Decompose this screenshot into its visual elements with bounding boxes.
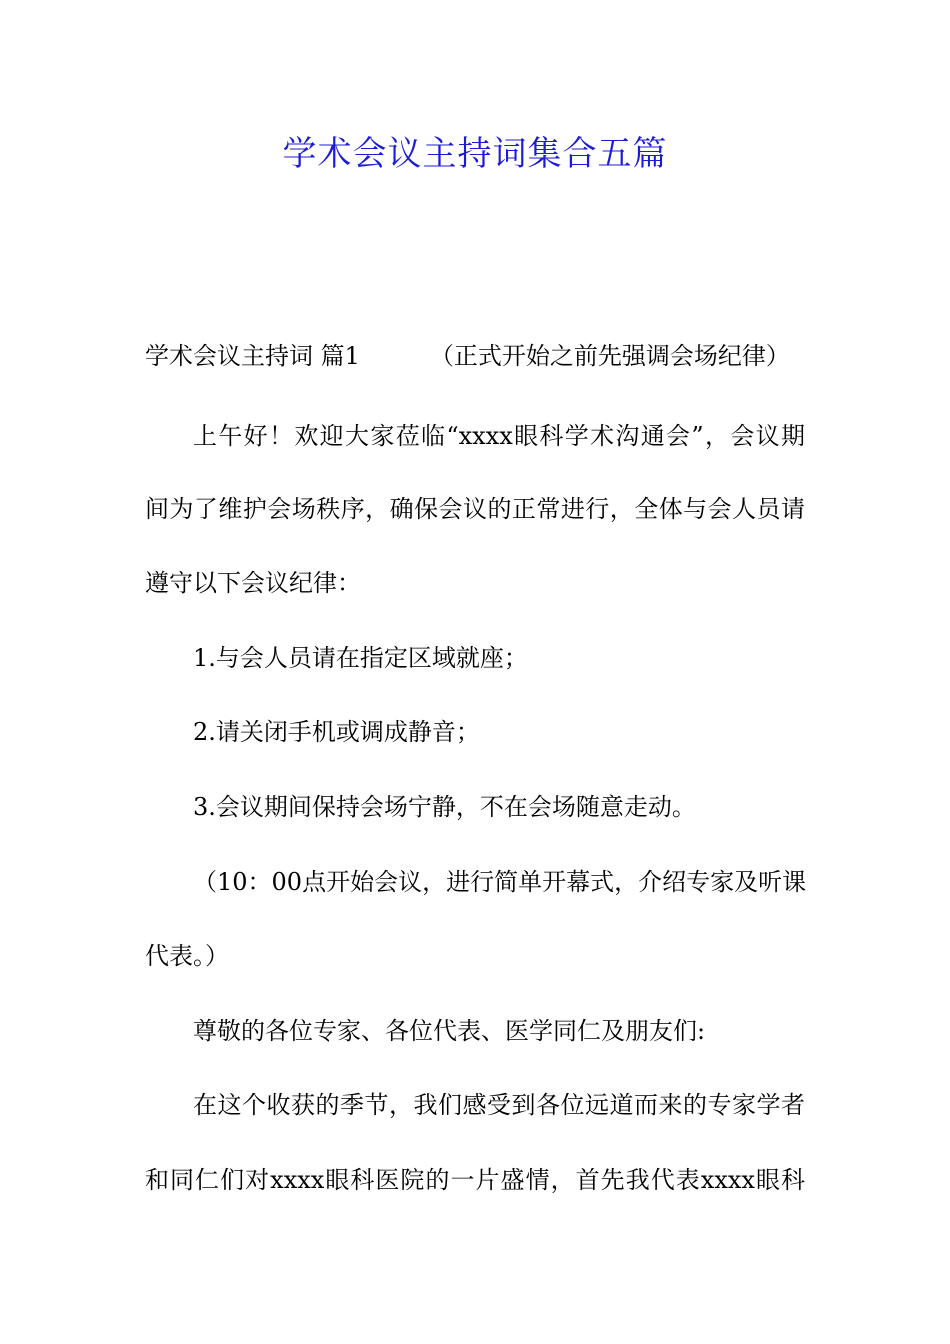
section-heading — [145, 336, 790, 376]
list-item: 1.与会人员请在指定区域就座； — [193, 644, 528, 672]
paragraph-line: 尊敬的各位专家、各位代表、医学同仁及朋友们: — [193, 1017, 706, 1045]
paragraph-line: （10：00点开始会议，进行简单开幕式，介绍专家及听课 — [193, 868, 807, 896]
paragraph-line: 和同仁们对xxxx眼科医院的一片盛情，首先我代表xxxx眼科 — [145, 1166, 805, 1194]
paragraph-line: 间为了维护会场秩序，确保会议的正常进行，全体与会人员请 — [145, 495, 805, 523]
paragraph-line: 代表。） — [145, 942, 229, 970]
section-heading-label: 学术会议主持词 篇1 — [145, 342, 360, 370]
paragraph-line: 上午好！欢迎大家莅临“xxxx眼科学术沟通会”，会议期 — [193, 422, 805, 450]
paragraph-line: 遵守以下会议纪律： — [145, 569, 361, 597]
paragraph-line: 在这个收获的季节，我们感受到各位远道而来的专家学者 — [193, 1091, 805, 1119]
section-heading-note: （正式开始之前先强调会场纪律） — [429, 342, 790, 370]
document-title: 学术会议主持词集合五篇 — [282, 134, 668, 174]
list-item: 2.请关闭手机或调成静音； — [193, 718, 480, 746]
list-item: 3.会议期间保持会场宁静，不在会场随意走动。 — [193, 793, 696, 821]
